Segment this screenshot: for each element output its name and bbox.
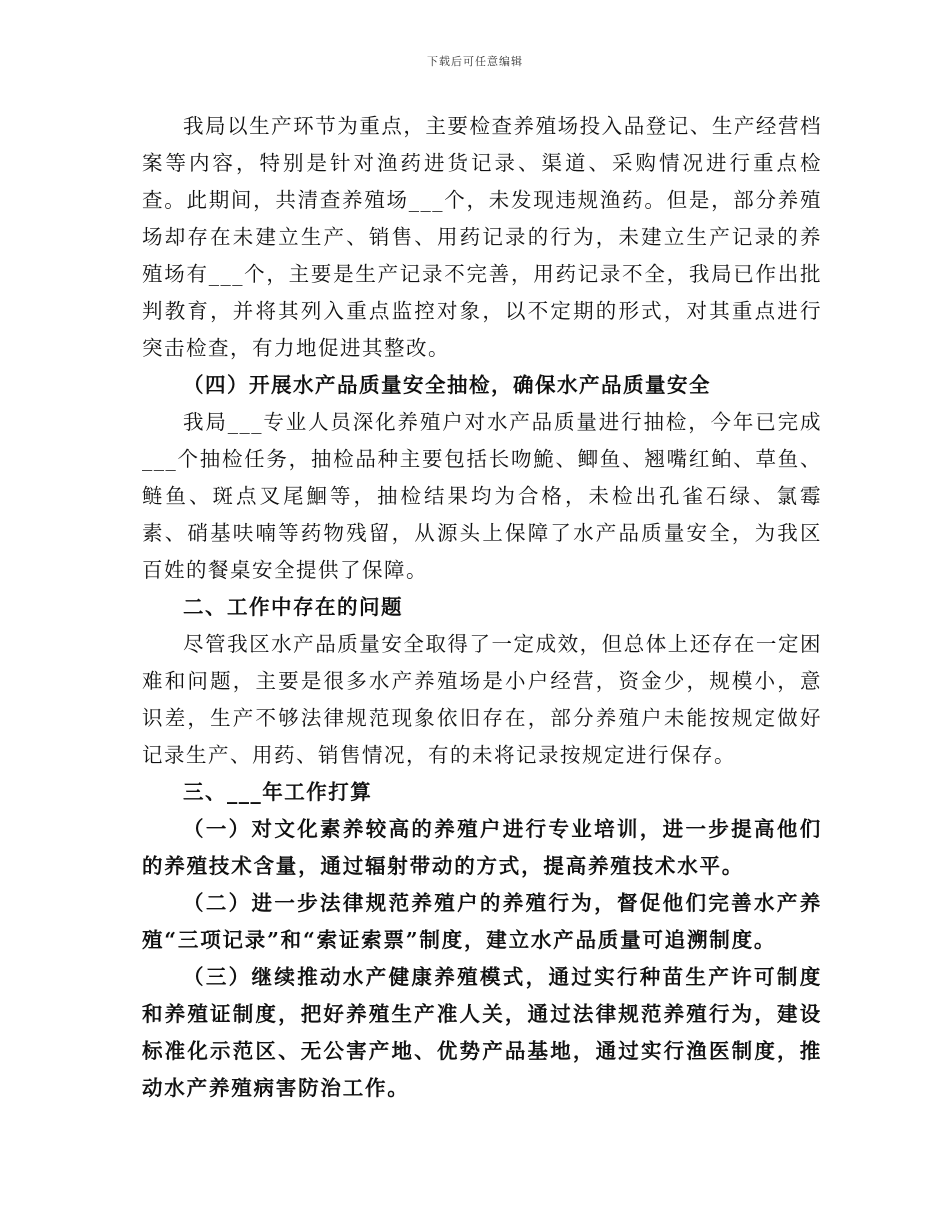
plan-item-3: （三）继续推动水产健康养殖模式，通过实行种苗生产许可制度和养殖证制度，把好养殖生产准人关，通过法律规范养殖行为，建设标准化示范区、无公害产地、优势产品基地，通过实行渔医制度，推动水产养殖病害防治工作。 bbox=[142, 965, 822, 1100]
plan-item-1: （一）对文化素养较高的养殖户进行专业培训，进一步提高他们的养殖技术含量，通过辐射带动的方式，提高养殖技术水平。 bbox=[142, 817, 822, 878]
paragraph-problems: 尽管我区水产品质量安全取得了一定成效，但总体上还存在一定困难和问题，主要是很多水产养殖场是小户经营，资金少，规模小，意识差，生产不够法律规范现象依旧存在，部分养殖户未能按规定做好记录生产、用药、销售情况，有的未将记录按规定进行保存。 bbox=[142, 632, 822, 767]
paragraph-sampling: 我局___专业人员深化养殖户对水产品质量进行抽检，今年已完成___个抽检任务，抽检品种主要包括长吻鮠、鲫鱼、翘嘴红鲌、草鱼、鲢鱼、斑点叉尾鮰等，抽检结果均为合格，未检出孔雀石绿、氯霉素、硝基呋喃等药物残留，从源头上保障了水产品质量安全，为我区百姓的餐桌安全提供了保障。 bbox=[142, 410, 822, 582]
section-heading-plan: 三、___年工作打算 bbox=[183, 780, 373, 804]
plan-item-2: （二）进一步法律规范养殖户的养殖行为，督促他们完善水产养殖“三项记录”和“索证索票”制度，建立水产品质量可追溯制度。 bbox=[142, 891, 822, 952]
paragraph-inspection: 我局以生产环节为重点，主要检查养殖场投入品登记、生产经营档案等内容，特别是针对渔药进货记录、渠道、采购情况进行重点检查。此期间，共清查养殖场___个，未发现违规渔药。但是，部分养殖场却存在未建立生产、销售、用药记录的行为，未建立生产记录的养殖场有___个，主要是生产记录不完善，用药记录不全，我局已作出批判教育，并将其列入重点监控对象，以不定期的形式，对其重点进行突击检查，有力地促进其整改。 bbox=[142, 114, 822, 360]
section-heading-problems: 二、工作中存在的问题 bbox=[183, 595, 403, 619]
section-heading-sampling: （四）开展水产品质量安全抽检，确保水产品质量安全 bbox=[183, 373, 711, 397]
document-body bbox=[142, 108, 822, 1107]
header-note: 下载后可任意编辑 bbox=[427, 55, 523, 68]
